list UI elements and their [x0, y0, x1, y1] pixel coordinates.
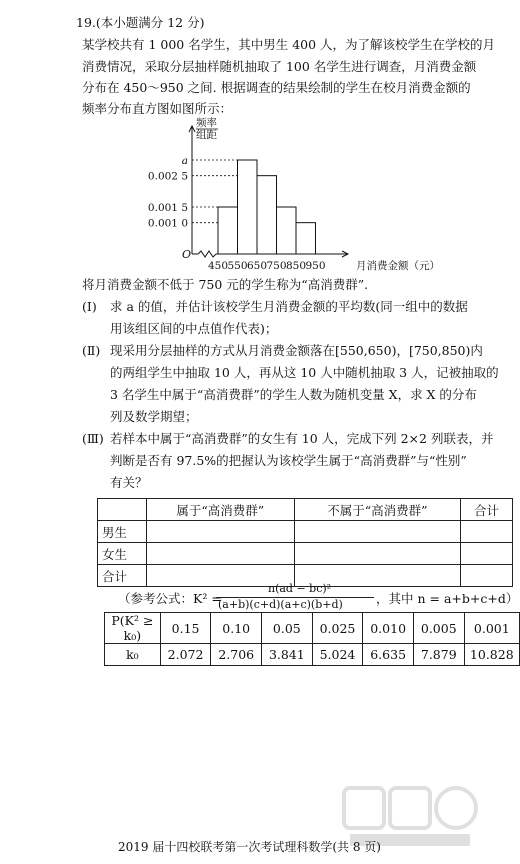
page-footer: 2019 届十四校联考第一次考试理科数学(共 8 页) — [118, 840, 381, 854]
row-label-total: 合计 — [98, 565, 147, 587]
kt-row1-label: P(K² ≥ k₀) — [105, 613, 161, 644]
critical-value-table — [104, 612, 520, 666]
x-tick-label: 850 — [285, 260, 307, 272]
table-row — [105, 613, 520, 644]
kt-k-value: 5.024 — [312, 644, 363, 666]
contingency-header-row — [98, 499, 513, 521]
x-tick-label: 550 — [227, 260, 248, 272]
kt-p-value: 0.15 — [160, 613, 211, 644]
table-row — [105, 644, 520, 666]
part-2-line-1: 现采用分层抽样的方式从月消费金额落在[550,650)，[750,850)内 — [110, 343, 483, 358]
x-tick-label: 650 — [246, 260, 268, 272]
kt-row2-label: k₀ — [105, 644, 161, 666]
histogram-svg — [147, 112, 460, 276]
header-not-high-consumption: 不属于“高消费群” — [294, 499, 461, 521]
kt-p-value: 0.005 — [413, 613, 464, 644]
part-3-line-1: 若样本中属于“高消费群”的女生有 10 人，完成下列 2×2 列联表，并 — [110, 431, 494, 446]
part-1-line-2: 用该组区间的中点值作代表)； — [110, 321, 278, 336]
formula-prefix: （参考公式：K² = — [118, 591, 222, 606]
question-number: 19.(本小题满分 12 分) — [76, 15, 205, 30]
header-high-consumption: 属于“高消费群” — [147, 499, 295, 521]
cell-female-not-high — [294, 543, 461, 565]
row-label-female: 女生 — [98, 543, 147, 565]
definition-text: 将月消费金额不低于 750 元的学生称为“高消费群”. — [82, 277, 369, 292]
kt-k-value: 3.841 — [262, 644, 313, 666]
row-label-male: 男生 — [98, 521, 147, 543]
x-tick-label: 750 — [266, 260, 287, 272]
kt-p-value: 0.001 — [464, 613, 519, 644]
histogram-bar — [296, 223, 316, 254]
x-tick-label: 450 — [207, 260, 229, 272]
intro-line-1: 某学校共有 1 000 名学生，其中男生 400 人，为了解该校学生在学校的月 — [82, 37, 496, 52]
part-3-line-2: 判断是否有 97.5%的把握认为该校学生属于“高消费群”与“性别” — [110, 453, 467, 468]
cell-female-total — [461, 543, 513, 565]
y-tick-label: a — [181, 155, 188, 167]
part-2-line-2: 的两组学生中抽取 10 人，再从这 10 人中随机抽取 3 人，记被抽取的 — [110, 365, 499, 380]
histogram-bar — [218, 207, 238, 254]
y-tick-label: 0.001 0 — [147, 217, 188, 230]
kt-k-value: 2.072 — [160, 644, 211, 666]
histogram-bar — [238, 160, 258, 254]
table-row — [98, 543, 513, 565]
cell-male-total — [461, 521, 513, 543]
histogram-bar — [257, 176, 277, 254]
part-3-label: (Ⅲ) — [82, 431, 104, 446]
cell-female-high — [147, 543, 295, 565]
kt-k-value: 7.879 — [413, 644, 464, 666]
part-1-line-1: 求 a 的值，并估计该校学生月消费金额的平均数(同一组中的数据 — [110, 299, 468, 314]
kt-k-value: 6.635 — [363, 644, 414, 666]
intro-line-3: 分布在 450～950 之间. 根据调查的结果绘制的学生在校月消费金额的 — [82, 80, 471, 95]
kt-p-value: 0.05 — [262, 613, 313, 644]
part-1-label: (Ⅰ) — [82, 299, 97, 314]
table-corner-cell — [98, 499, 147, 521]
part-3-line-3: 有关？ — [110, 475, 148, 490]
x-axis-label: 月消费金额（元） — [356, 260, 440, 272]
formula-denominator: (a+b)(c+d)(a+c)(b+d) — [218, 598, 343, 611]
part-2-line-3: 3 名学生中属于“高消费群”的学生人数为随机变量 X，求 X 的分布 — [110, 387, 477, 402]
formula-suffix: ，其中 n = a+b+c+d） — [376, 591, 519, 606]
y-axis-label: 频率 — [196, 117, 217, 129]
kt-p-value: 0.025 — [312, 613, 363, 644]
cell-male-high — [147, 521, 295, 543]
x-axis-break — [198, 251, 216, 257]
histogram-chart — [147, 112, 460, 276]
formula-numerator: n(ad − bc)² — [268, 582, 332, 595]
reference-formula — [118, 582, 518, 612]
kt-p-value: 0.10 — [211, 613, 262, 644]
header-total: 合计 — [461, 499, 513, 521]
intro-line-4: 频率分布直方图如图所示： — [82, 101, 233, 116]
histogram-bar — [277, 207, 297, 254]
y-tick-label: 0.002 5 — [147, 170, 188, 183]
x-tick-label: 950 — [305, 260, 326, 272]
kt-k-value: 10.828 — [464, 644, 519, 666]
contingency-table — [97, 498, 513, 587]
y-axis-label: 组距 — [196, 129, 217, 141]
intro-line-2: 消费情况，采取分层抽样随机抽取了 100 名学生进行调查，月消费金额 — [82, 59, 477, 74]
y-tick-label: 0.001 5 — [147, 202, 188, 214]
kt-k-value: 2.706 — [211, 644, 262, 666]
kt-p-value: 0.010 — [363, 613, 414, 644]
table-row — [98, 521, 513, 543]
part-2-label: (Ⅱ) — [82, 343, 101, 358]
cell-male-not-high — [294, 521, 461, 543]
part-2-line-4: 列及数学期望； — [110, 409, 198, 424]
origin-label: O — [182, 248, 192, 261]
